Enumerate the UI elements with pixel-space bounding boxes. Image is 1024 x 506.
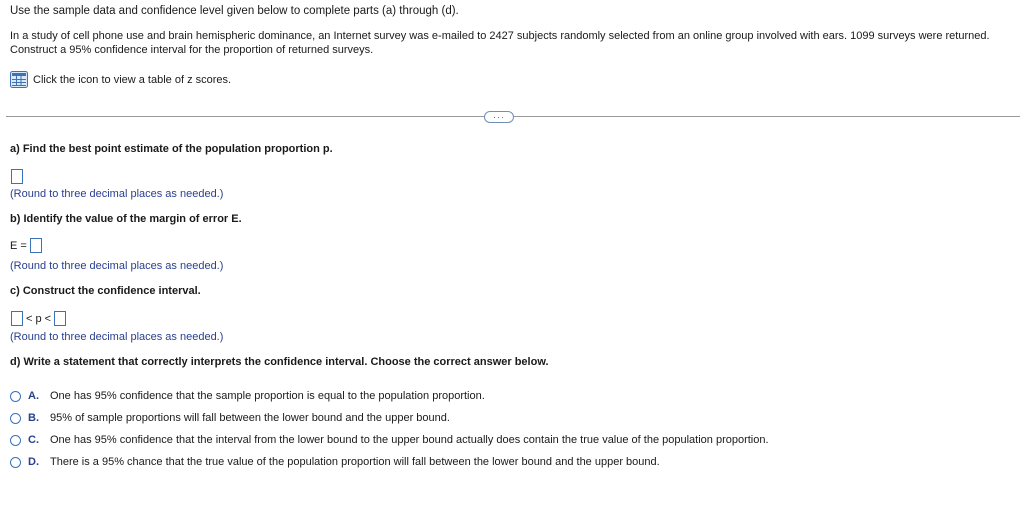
part-a-question: a) Find the best point estimate of the population proportion p.: [10, 143, 333, 155]
radio-a[interactable]: [10, 391, 21, 402]
option-c[interactable]: [10, 434, 769, 446]
option-c-letter: C.: [28, 434, 39, 446]
table-icon[interactable]: [10, 71, 28, 88]
upper-bound-input[interactable]: [54, 311, 66, 326]
option-b[interactable]: [10, 412, 450, 424]
option-b-text[interactable]: 95% of sample proportions will fall between the lower bound and the upper bound.: [50, 412, 450, 424]
option-b-letter: B.: [28, 412, 39, 424]
part-b-hint: (Round to three decimal places as needed.): [10, 260, 224, 272]
option-a-text[interactable]: One has 95% confidence that the sample proportion is equal to the population proportion.: [50, 390, 485, 402]
option-c-text[interactable]: One has 95% confidence that the interval from the lower bound to the upper bound actually does contain the true value of the population proportion.: [50, 434, 769, 446]
option-d[interactable]: [10, 456, 660, 468]
part-c-hint: (Round to three decimal places as needed.): [10, 331, 224, 343]
option-d-letter: D.: [28, 456, 39, 468]
instructions: Use the sample data and confidence level given below to complete parts (a) through (d).: [10, 5, 459, 17]
interval-inequality: < p <: [26, 312, 52, 325]
radio-d[interactable]: [10, 457, 21, 468]
lower-bound-input[interactable]: [11, 311, 23, 326]
option-a[interactable]: [10, 390, 485, 402]
part-c-question: c) Construct the confidence interval.: [10, 285, 201, 297]
ztable-link-label[interactable]: Click the icon to view a table of z scores.: [33, 73, 232, 86]
point-estimate-input[interactable]: [11, 169, 23, 184]
option-a-letter: A.: [28, 390, 39, 402]
problem-statement: In a study of cell phone use and brain hemispheric dominance, an Internet survey was e-mailed to 2427 subjects randomly selected from an online group involved with ears. 1099 surveys were returned. Construct a 95% confidence interval for the proportion of returned surveys.: [10, 30, 990, 56]
margin-error-label: E =: [10, 239, 27, 252]
option-d-text[interactable]: There is a 95% chance that the true value of the population proportion will fall between the lower bound and the upper bound.: [50, 456, 660, 468]
part-d-question: d) Write a statement that correctly interprets the confidence interval. Choose the correct answer below.: [10, 356, 549, 368]
radio-b[interactable]: [10, 413, 21, 424]
ztable-link[interactable]: [10, 71, 231, 88]
part-a-hint: (Round to three decimal places as needed.): [10, 188, 224, 200]
margin-error-input[interactable]: [30, 238, 42, 253]
radio-c[interactable]: [10, 435, 21, 446]
part-b-question: b) Identify the value of the margin of error E.: [10, 213, 242, 225]
more-button[interactable]: ···: [484, 111, 514, 123]
